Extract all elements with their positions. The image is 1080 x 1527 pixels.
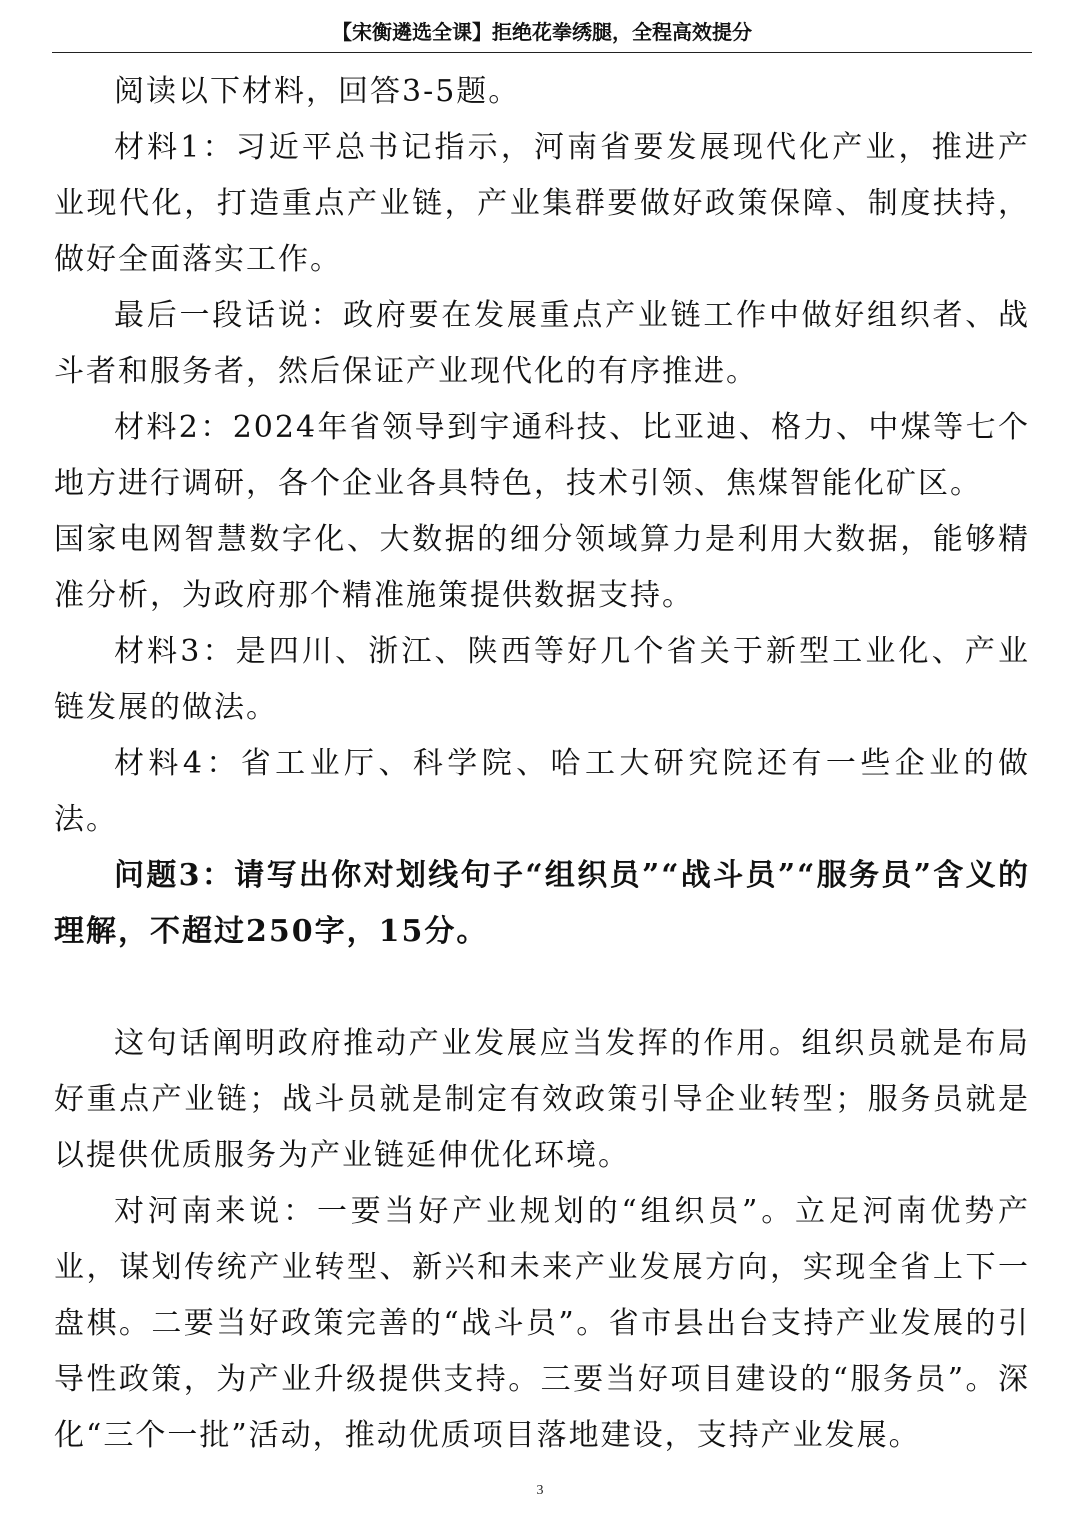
- material-1: 材料1：习近平总书记指示，河南省要发展现代化产业，推进产业现代化，打造重点产业链，产业集群要做好政策保障、制度扶持，做好全面落实工作。: [54, 130, 1030, 277]
- material-2-continued: 国家电网智慧数字化、大数据的细分领域算力是利用大数据，能够精准分析，为政府那个精准施策提供数据支持。: [54, 522, 1030, 613]
- material-4: 材料4：省工业厅、科学院、哈工大研究院还有一些企业的做法。: [54, 746, 1030, 837]
- document-body: [54, 64, 1030, 1464]
- page-header: [52, 12, 1032, 53]
- answer-paragraph-2: 对河南来说：一要当好产业规划的“组织员”。立足河南优势产业，谋划传统产业转型、新兴和未来产业发展方向，实现全省上下一盘棋。二要当好政策完善的“战斗员”。省市县出台支持产业发展的引导性政策，为产业升级提供支持。三要当好项目建设的“服务员”。深化“三个一批”活动，推动优质项目落地建设，支持产业发展。: [54, 1194, 1030, 1453]
- intro-instruction: 阅读以下材料，回答3-5题。: [114, 74, 521, 109]
- material-1-last-paragraph: 最后一段话说：政府要在发展重点产业链工作中做好组织者、战斗者和服务者，然后保证产业现代化的有序推进。: [54, 298, 1030, 389]
- header-title: 【宋衡遴选全课】拒绝花拳绣腿，全程高效提分: [332, 20, 752, 44]
- answer-paragraph-1: 这句话阐明政府推动产业发展应当发挥的作用。组织员就是布局好重点产业链；战斗员就是制定有效政策引导企业转型；服务员就是以提供优质服务为产业链延伸优化环境。: [54, 1026, 1030, 1173]
- material-3: 材料3：是四川、浙江、陕西等好几个省关于新型工业化、产业链发展的做法。: [54, 634, 1030, 725]
- material-2: 材料2：2024年省领导到宇通科技、比亚迪、格力、中煤等七个地方进行调研，各个企业各具特色，技术引领、焦煤智能化矿区。: [54, 410, 1030, 501]
- question-3: 问题3：请写出你对划线句子“组织员”“战斗员”“服务员”含义的理解，不超过250字，15分。: [54, 858, 1030, 949]
- page-number: 3: [536, 1483, 544, 1498]
- spacer: [54, 960, 1030, 1016]
